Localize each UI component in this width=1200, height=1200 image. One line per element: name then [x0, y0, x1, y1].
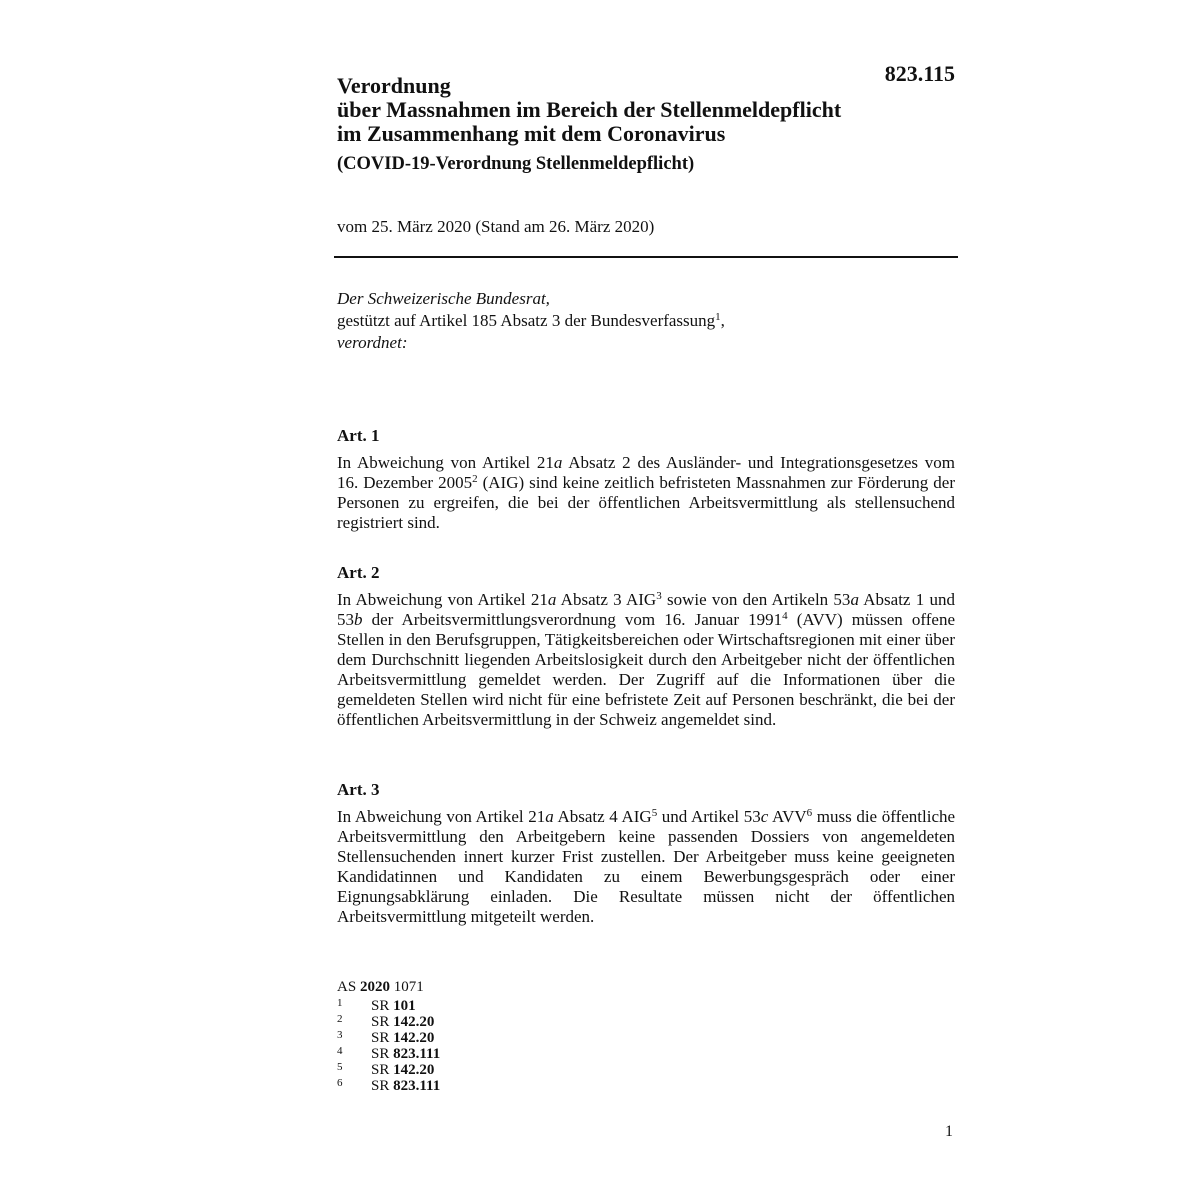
article-text: [337, 453, 955, 533]
preamble-basis-end: ,: [720, 311, 725, 330]
footnote-ref[interactable]: 6: [806, 807, 813, 819]
footnote-number: 5: [337, 1061, 343, 1073]
footnote-text: [371, 1014, 434, 1030]
footnote-row: [337, 1046, 637, 1062]
as-page: 1071: [389, 979, 424, 995]
title-divider: [334, 256, 958, 258]
preamble-basis: [337, 310, 957, 332]
footnote-prefix: SR: [371, 1014, 394, 1030]
text-run: sowie von den Artikeln 53: [661, 590, 851, 609]
article-2: [337, 562, 955, 730]
italic-letter: a: [850, 590, 859, 609]
footnote-sr-ref[interactable]: 823.111: [393, 1078, 441, 1094]
preamble-authority: Der Schweizerische Bundesrat,: [337, 289, 550, 308]
footnote-number: 2: [337, 1013, 343, 1025]
sr-number: 823.115: [884, 61, 955, 86]
article-heading: Art. 2: [337, 563, 380, 582]
page-number: 1: [945, 1123, 953, 1140]
footnote-row: [337, 1030, 637, 1046]
text-run: (AIG) sind keine zeitlich befristeten Massnahmen zur Förderung der Personen zu ergreifen, die bei der öffentlichen Arbeitsvermittlung als stellensuchend registriert sind.: [337, 473, 955, 532]
text-run: In Abweichung von Artikel 21: [337, 807, 546, 826]
footnote-sr-ref[interactable]: 142.20: [393, 1014, 435, 1030]
footnote-ref[interactable]: 4: [782, 610, 788, 622]
footnote-list: [337, 998, 637, 1094]
as-prefix: AS: [337, 979, 360, 995]
article-heading: Art. 3: [337, 780, 380, 799]
footnote-row: [337, 1078, 637, 1094]
footnote-prefix: SR: [371, 1078, 394, 1094]
italic-letter: a: [547, 590, 557, 609]
text-run: und Artikel 53: [657, 807, 761, 826]
text-run: Absatz 1 und 53: [337, 590, 955, 629]
italic-letter: a: [553, 453, 563, 472]
footnote-number: 3: [337, 1029, 343, 1041]
article-text: [337, 807, 955, 927]
text-run: Absatz 3 AIG: [556, 590, 657, 609]
footnote-ref[interactable]: 1: [715, 311, 721, 323]
text-run: der Arbeitsvermittlungsverordnung vom 16. Januar 1991: [362, 610, 783, 629]
date-line: vom 25. März 2020 (Stand am 26. März 2020): [337, 217, 655, 236]
footnote-row: [337, 998, 637, 1014]
text-run: AVV: [768, 807, 807, 826]
preamble: [337, 288, 957, 354]
text-run: In Abweichung von Artikel 21: [337, 590, 548, 609]
title-line: Verordnung: [337, 73, 451, 98]
italic-letter: b: [354, 610, 363, 629]
footnote-sr-ref[interactable]: 823.111: [393, 1046, 441, 1062]
footnote-row: [337, 1014, 637, 1030]
preamble-basis-text: gestützt auf Artikel 185 Absatz 3 der Bundesverfassung: [337, 311, 716, 330]
footnote-ref[interactable]: 5: [651, 807, 658, 819]
footnote-text: [371, 1078, 440, 1094]
italic-letter: c: [760, 807, 769, 826]
footnote-ref[interactable]: 3: [656, 590, 662, 602]
as-year: 2020: [359, 979, 390, 995]
footnote-number: 4: [337, 1045, 343, 1057]
text-run: In Abweichung von Artikel 21: [337, 453, 554, 472]
footnotes: [337, 977, 637, 1094]
title-line: über Massnahmen im Bereich der Stellenmeldepflicht: [337, 97, 842, 122]
footnote-number: 6: [337, 1077, 343, 1089]
short-title: (COVID-19-Verordnung Stellenmeldepflicht): [337, 154, 695, 174]
footnote-sr-ref[interactable]: 142.20: [393, 1030, 435, 1046]
article-1: [337, 425, 955, 533]
text-run: Absatz 4 AIG: [553, 807, 652, 826]
article-3: [337, 779, 955, 927]
text-run: Absatz 2 des Ausländer- und Integrationsgesetzes vom 16. Dezember 2005: [337, 453, 955, 492]
footnote-text: [371, 1062, 434, 1078]
footnote-prefix: SR: [371, 1030, 394, 1046]
article-heading: Art. 1: [337, 426, 380, 445]
footnote-sr-ref[interactable]: 142.20: [393, 1062, 435, 1078]
footnote-row: [337, 1062, 637, 1078]
article-text: [337, 590, 955, 730]
italic-letter: a: [545, 807, 554, 826]
text-run: muss die öffentliche Arbeitsvermittlung den Arbeitgebern keine passenden Dossiers von angemeldeten Stellensuchenden innert kurzer Frist zustellen. Der Arbeitgeber muss keine geeigneten Kandidatinnen und Kandidaten zu einem Bewerbungsgespräch oder einer Eignungsabklärung einladen. Die Resultate müssen nicht der öffentlichen Arbeitsvermittlung mitgeteilt werden.: [337, 807, 956, 926]
footnote-text: [371, 1030, 434, 1046]
footnote-prefix: SR: [371, 1046, 394, 1062]
footnote-ref[interactable]: 2: [472, 473, 478, 485]
preamble-decree: verordnet:: [337, 333, 408, 352]
footnote-sr-ref[interactable]: 101: [393, 998, 416, 1014]
footnote-prefix: SR: [371, 1062, 394, 1078]
footnote-prefix: SR: [371, 998, 394, 1014]
footnote-text: [371, 998, 416, 1014]
title-block: [337, 74, 957, 176]
text-run: (AVV) müssen offene Stellen in den Berufsgruppen, Tätigkeitsbereichen oder Wirtschaftsregionen mit einer über dem Durchschnitt liegenden Arbeitslosigkeit durch den Arbeitgeber nicht der öffentlichen Arbeitsvermittlung gemeldet werden. Der Zugriff auf die Informationen über die gemeldeten Stellen wird nicht für eine befristete Zeit auf Personen beschränkt, die bei der öffentlichen Arbeitsvermittlung in der Schweiz angemeldet sind.: [337, 610, 955, 729]
title-line: im Zusammenhang mit dem Coronavirus: [337, 121, 726, 146]
as-reference: [337, 977, 637, 997]
footnote-text: [371, 1046, 440, 1062]
footnote-number: 1: [337, 997, 343, 1009]
